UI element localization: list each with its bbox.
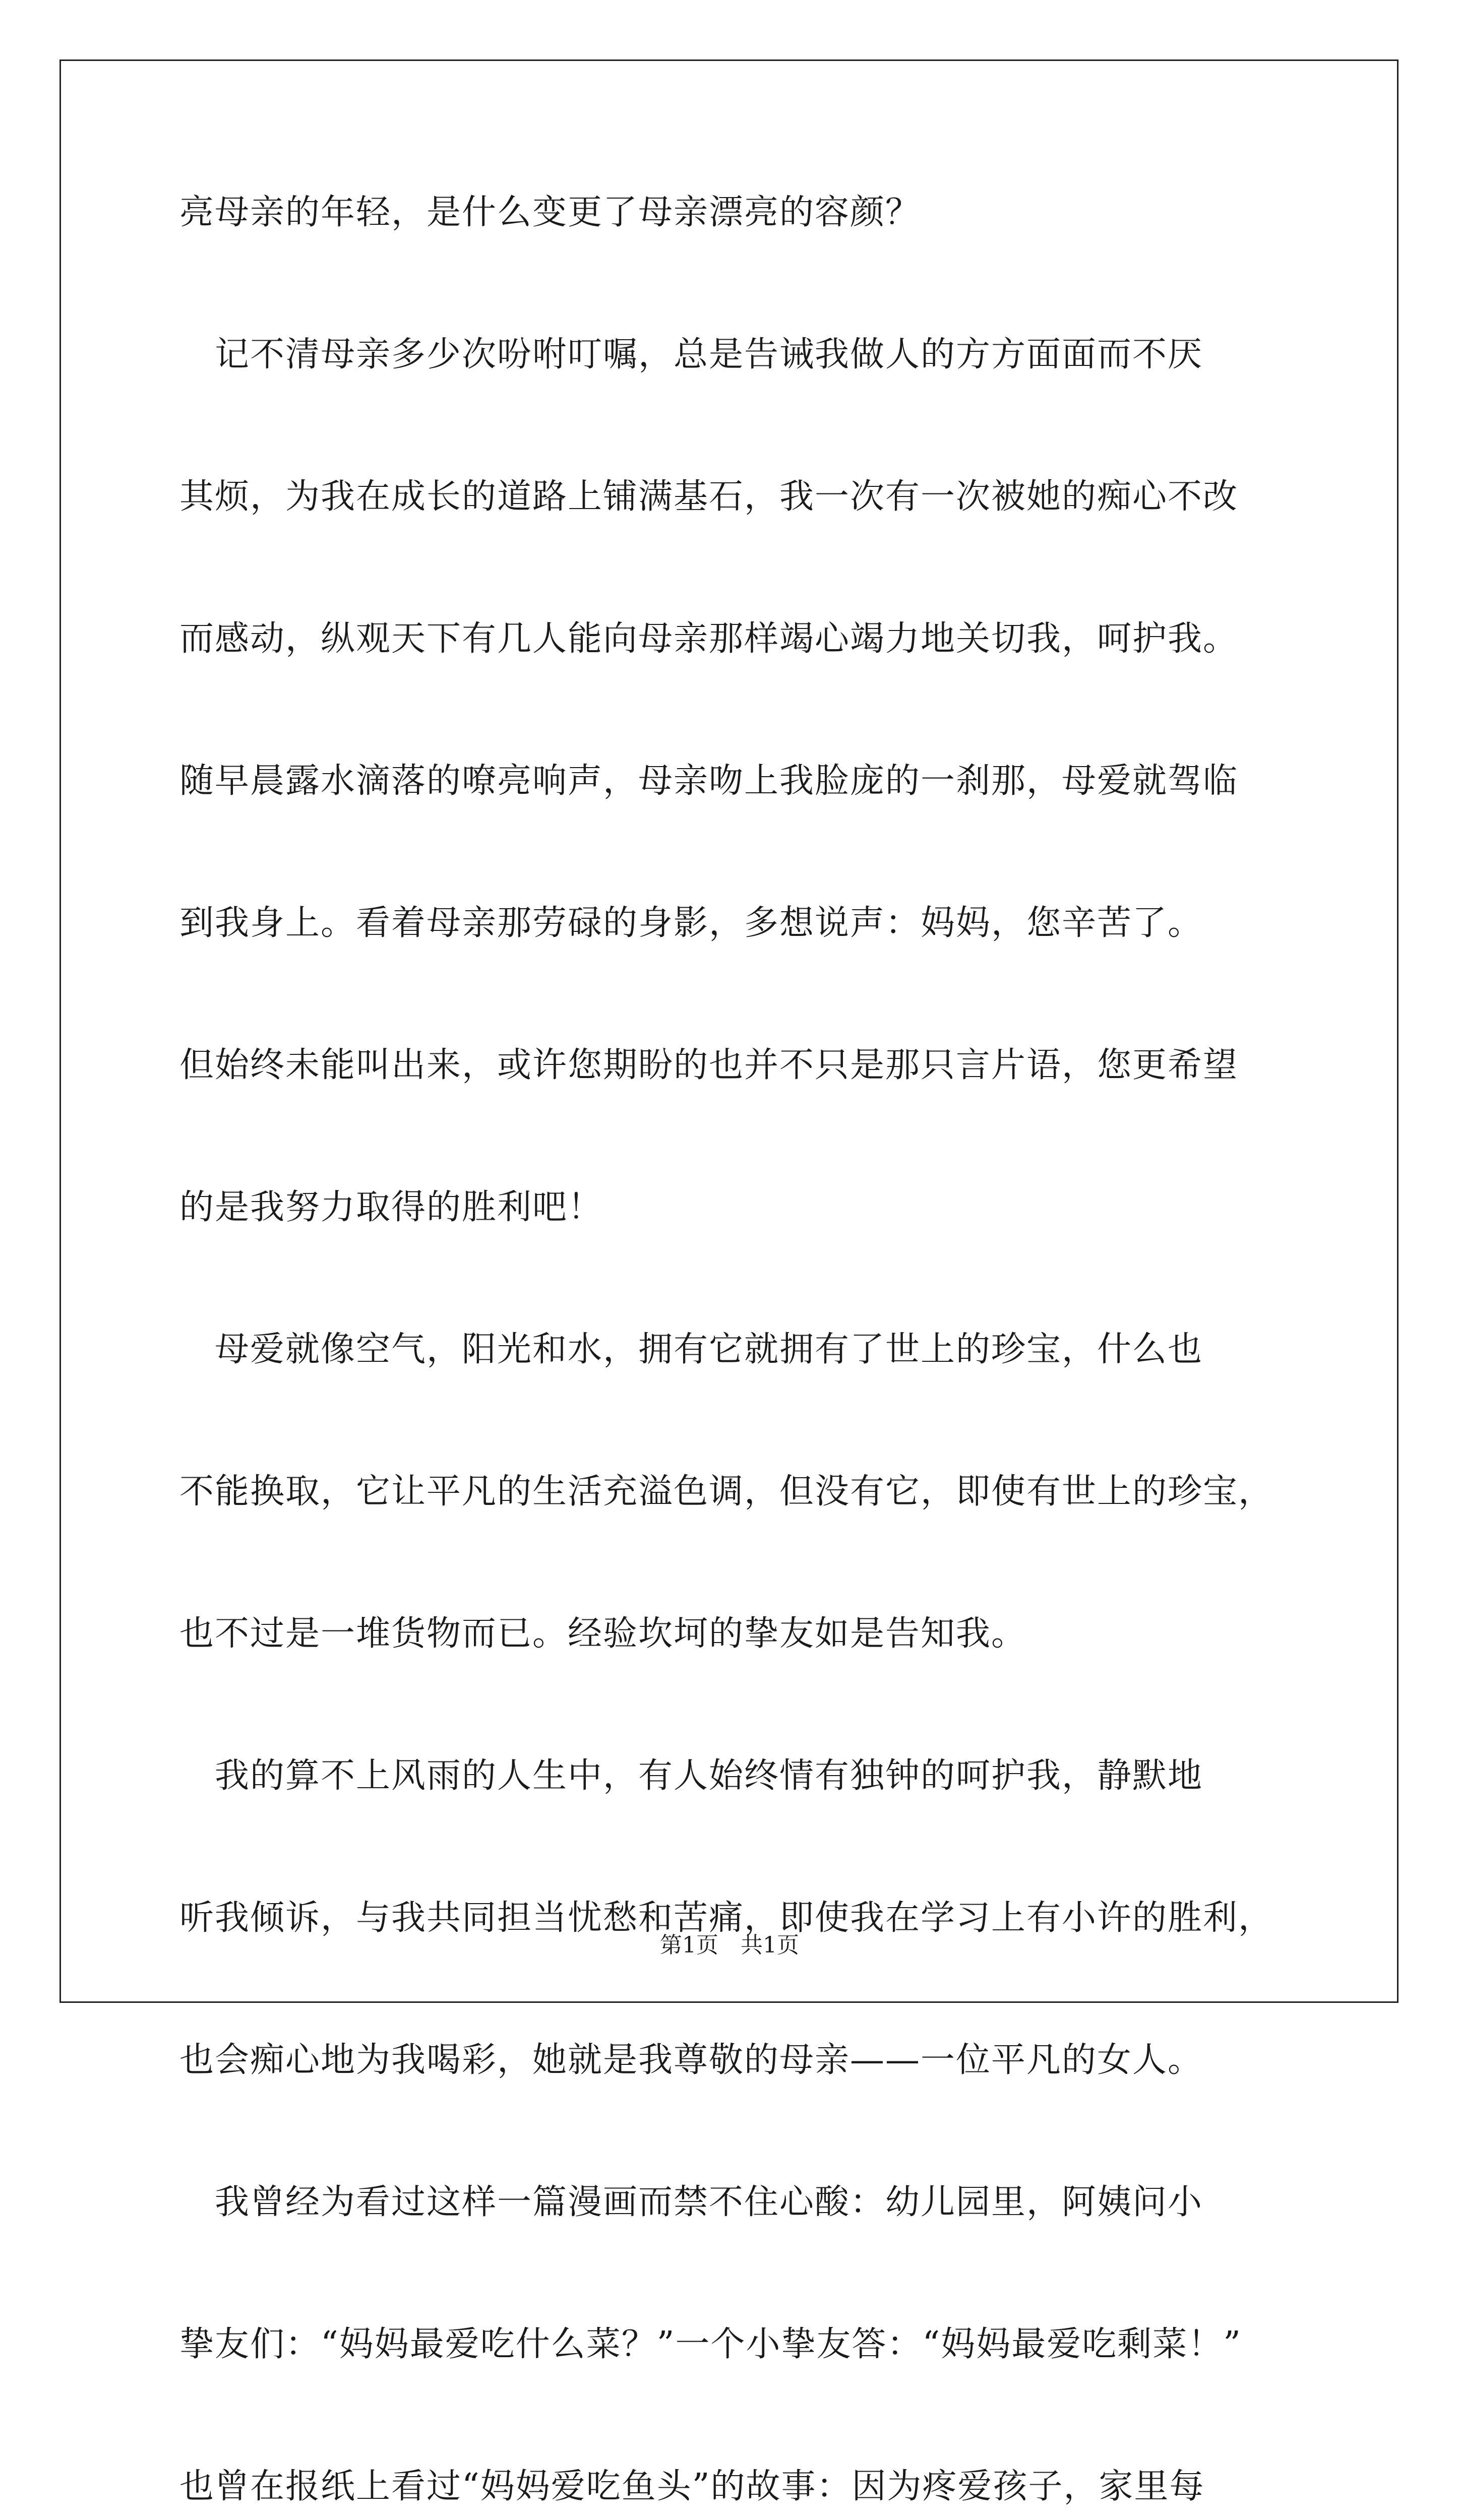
text-line: 随早晨露水滴落的嘹亮响声，母亲吻上我脸庞的一刹那，母爱就驾临: [179, 761, 1239, 801]
text-line: 也会痴心地为我喝彩，她就是我尊敬的母亲——一位平凡的女人。: [179, 2040, 1203, 2080]
text-line: 不能换取，它让平凡的生活充溢色调，但没有它，即使有世上的珍宝，: [179, 1472, 1274, 1511]
text-line: 记不清母亲多少次吩咐叮嘱，总是告诫我做人的方方面面而不厌: [179, 335, 1203, 374]
text-line: 而感动，纵观天下有几人能向母亲那样竭心竭力地关切我，呵护我。: [179, 619, 1239, 659]
text-line: 但始终未能叫出来，或许您期盼的也并不只是那只言片语，您更希望: [179, 1045, 1239, 1085]
text-line: 其烦，为我在成长的道路上铺满基石，我一次有一次被她的痴心不改: [179, 477, 1239, 517]
document-body: [179, 187, 1289, 2520]
text-line: 也曾在报纸上看过“妈妈爱吃鱼头”的故事：因为疼爱孩子，家里每: [179, 2467, 1205, 2506]
text-line: 母爱就像空气，阳光和水，拥有它就拥有了世上的珍宝，什么也: [179, 1330, 1203, 1369]
text-line: 挚友们：“妈妈最爱吃什么菜？”一个小挚友答：“妈妈最爱吃剩菜！”: [179, 2324, 1242, 2364]
text-line: 我曾经为看过这样一篇漫画而禁不住心酸：幼儿园里，阿姨问小: [179, 2182, 1203, 2222]
text-line: 听我倾诉，与我共同担当忧愁和苦痛，即使我在学习上有小许的胜利，: [179, 1898, 1274, 1938]
text-line: 也不过是一堆货物而已。经验坎坷的挚友如是告知我。: [179, 1614, 1027, 1654]
text-line: 我的算不上风雨的人生中，有人始终情有独钟的呵护我，静默地: [179, 1756, 1203, 1796]
text-line: 的是我努力取得的胜利吧！: [179, 1187, 603, 1227]
page-number-footer: 第1页 共1页: [660, 1932, 799, 1958]
text-line: 到我身上。看着母亲那劳碌的身影，多想说声：妈妈，您辛苦了。: [179, 903, 1203, 943]
text-line: 亮母亲的年轻，是什么变更了母亲漂亮的容颜？: [179, 193, 921, 232]
